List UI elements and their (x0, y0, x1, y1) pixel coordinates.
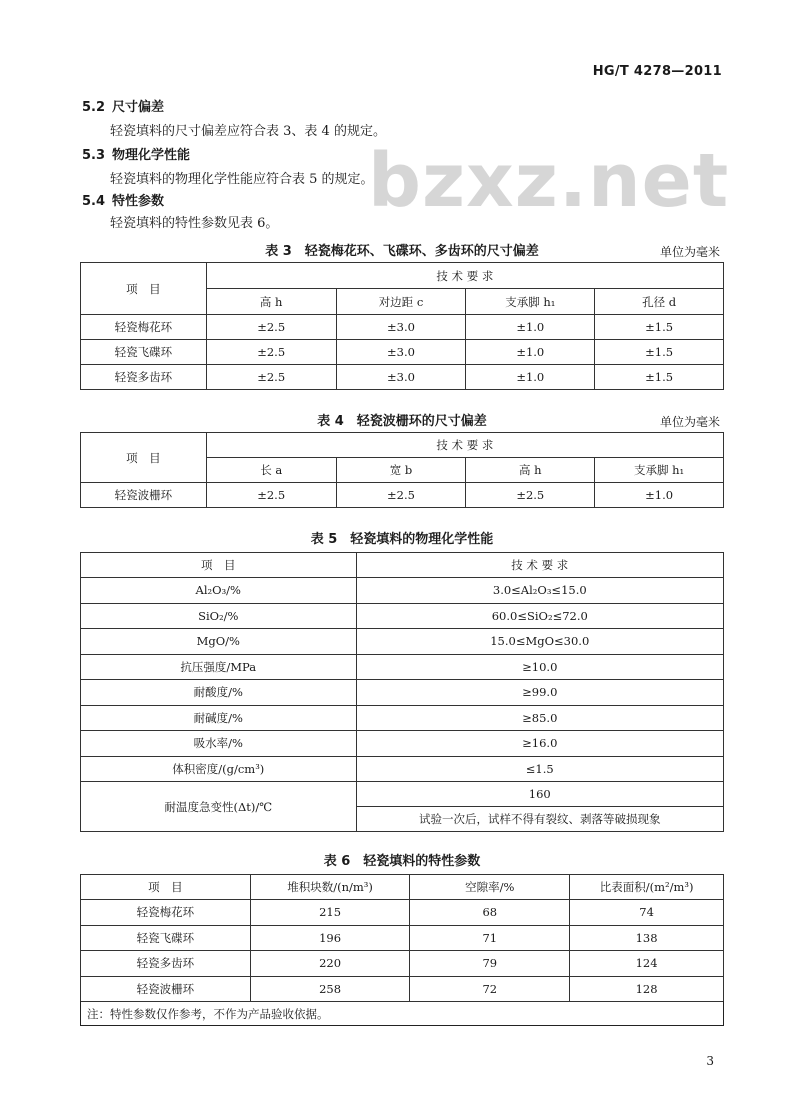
table-row (81, 483, 724, 508)
table-cell: 258 (250, 976, 410, 1002)
table-row (81, 629, 724, 655)
table3-col-header: 高 h (206, 289, 336, 315)
table-cell: 128 (570, 976, 724, 1002)
row-label: 轻瓷波栅环 (81, 483, 207, 508)
table-row (81, 900, 724, 926)
table-cell: ±1.5 (595, 340, 724, 365)
table-cell: 220 (250, 951, 410, 977)
table-cell: 71 (410, 925, 570, 951)
table6-caption: 表 6 轻瓷填料的特性参数 (323, 854, 481, 869)
table6-col-header: 空隙率/% (410, 875, 570, 900)
row-label: 耐温度急变性(Δt)/℃ (81, 782, 357, 832)
section-number: 5.2 (82, 100, 106, 115)
section-number: 5.3 (82, 148, 106, 163)
row-label: 轻瓷多齿环 (81, 365, 207, 390)
table-cell: ±2.5 (466, 483, 595, 508)
table4-caption: 表 4 轻瓷波栅环的尺寸偏差 (317, 414, 487, 429)
table-cell: ±2.5 (336, 483, 466, 508)
table-row (81, 365, 724, 390)
table-cell: 196 (250, 925, 410, 951)
table-row (81, 654, 724, 680)
section-5-4-heading (82, 190, 164, 209)
table4-unit: 单位为毫米 (659, 415, 720, 429)
table-cell: 124 (570, 951, 724, 977)
section-5-3-heading (82, 144, 190, 163)
table-cell: ≥16.0 (356, 731, 723, 757)
row-label: SiO₂/% (81, 603, 357, 629)
table-cell: 60.0≤SiO₂≤72.0 (356, 603, 723, 629)
table-cell: 68 (410, 900, 570, 926)
row-label: 轻瓷飞碟环 (81, 340, 207, 365)
standard-code: HG/T 4278—2011 (592, 64, 722, 79)
table5 (80, 552, 724, 832)
table-cell: ±1.5 (595, 315, 724, 340)
section-5-3-body: 轻瓷填料的物理化学性能应符合表 5 的规定。 (110, 172, 374, 187)
table-cell: 72 (410, 976, 570, 1002)
table-cell: 138 (570, 925, 724, 951)
table-cell: ±3.0 (336, 340, 466, 365)
table3-group-header: 技 术 要 求 (206, 263, 723, 289)
table6-note: 注：特性参数仅作参考，不作为产品验收依据。 (80, 1001, 724, 1026)
table5-item-header: 项 目 (81, 553, 357, 578)
table-cell: ≥85.0 (356, 705, 723, 731)
table-cell: 3.0≤Al₂O₃≤15.0 (356, 578, 723, 604)
table-cell: 79 (410, 951, 570, 977)
table3-col-header: 对边距 c (336, 289, 466, 315)
page-number: 3 (706, 1054, 714, 1068)
table-row (81, 680, 724, 706)
section-title: 尺寸偏差 (112, 100, 165, 115)
table-cell: 215 (250, 900, 410, 926)
table-cell: ±3.0 (336, 365, 466, 390)
section-number: 5.4 (82, 194, 106, 209)
row-label: 轻瓷波栅环 (81, 976, 251, 1002)
row-label: 耐酸度/% (81, 680, 357, 706)
row-label: 吸水率/% (81, 731, 357, 757)
row-label: 体积密度/(g/cm³) (81, 756, 357, 782)
section-title: 物理化学性能 (112, 148, 191, 163)
table-cell: ±1.0 (466, 340, 595, 365)
table6-col-header: 比表面积/(m²/m³) (570, 875, 724, 900)
table-cell: ≥10.0 (356, 654, 723, 680)
row-label: 轻瓷梅花环 (81, 900, 251, 926)
row-label: 轻瓷多齿环 (81, 951, 251, 977)
table-cell: ±3.0 (336, 315, 466, 340)
table3 (80, 262, 724, 390)
table-cell: ±2.5 (206, 340, 336, 365)
table4-group-header: 技 术 要 求 (206, 433, 723, 458)
row-label: MgO/% (81, 629, 357, 655)
table6-col-header: 堆积块数/(n/m³) (250, 875, 410, 900)
table-cell: 试验一次后，试样不得有裂纹、剥落等破损现象 (356, 807, 723, 832)
section-5-2-body: 轻瓷填料的尺寸偏差应符合表 3、表 4 的规定。 (110, 124, 386, 139)
row-label: 轻瓷梅花环 (81, 315, 207, 340)
table3-item-header: 项 目 (81, 263, 207, 315)
table-row (81, 603, 724, 629)
table-cell: ±2.5 (206, 365, 336, 390)
table3-col-header: 孔径 d (595, 289, 724, 315)
table4-item-header: 项 目 (81, 433, 207, 483)
table-row (81, 705, 724, 731)
table3-unit: 单位为毫米 (659, 245, 720, 259)
table-cell: ≤1.5 (356, 756, 723, 782)
table4-col-header: 高 h (466, 458, 595, 483)
table3-col-header: 支承脚 h₁ (466, 289, 595, 315)
table-cell: ±1.0 (466, 315, 595, 340)
table4-col-header: 宽 b (336, 458, 466, 483)
row-label: 耐碱度/% (81, 705, 357, 731)
table-row (81, 951, 724, 977)
section-5-4-body: 轻瓷填料的特性参数见表 6。 (110, 216, 279, 231)
row-label: 抗压强度/MPa (81, 654, 357, 680)
table6 (80, 874, 724, 1002)
table-cell: ±1.0 (466, 365, 595, 390)
table-row (81, 578, 724, 604)
table-cell: 15.0≤MgO≤30.0 (356, 629, 723, 655)
table-row (81, 756, 724, 782)
watermark: bzxz.net (368, 138, 730, 224)
table5-req-header: 技 术 要 求 (356, 553, 723, 578)
table-cell: ≥99.0 (356, 680, 723, 706)
table5-caption: 表 5 轻瓷填料的物理化学性能 (310, 532, 494, 547)
table-cell: ±1.5 (595, 365, 724, 390)
table-cell: ±2.5 (206, 315, 336, 340)
table4-col-header: 支承脚 h₁ (595, 458, 724, 483)
table-cell: 160 (356, 782, 723, 807)
table-cell: ±2.5 (206, 483, 336, 508)
table-row (81, 315, 724, 340)
table-row (81, 731, 724, 757)
table6-col-header: 项 目 (81, 875, 251, 900)
section-5-2-heading (82, 96, 164, 115)
table-row (81, 782, 724, 807)
table4-col-header: 长 a (206, 458, 336, 483)
table3-caption: 表 3 轻瓷梅花环、飞碟环、多齿环的尺寸偏差 (265, 244, 539, 259)
table-row (81, 976, 724, 1002)
section-title: 特性参数 (112, 194, 165, 209)
table-row (81, 340, 724, 365)
row-label: Al₂O₃/% (81, 578, 357, 604)
table-row (81, 925, 724, 951)
table4 (80, 432, 724, 508)
table-cell: 74 (570, 900, 724, 926)
table-cell: ±1.0 (595, 483, 724, 508)
row-label: 轻瓷飞碟环 (81, 925, 251, 951)
